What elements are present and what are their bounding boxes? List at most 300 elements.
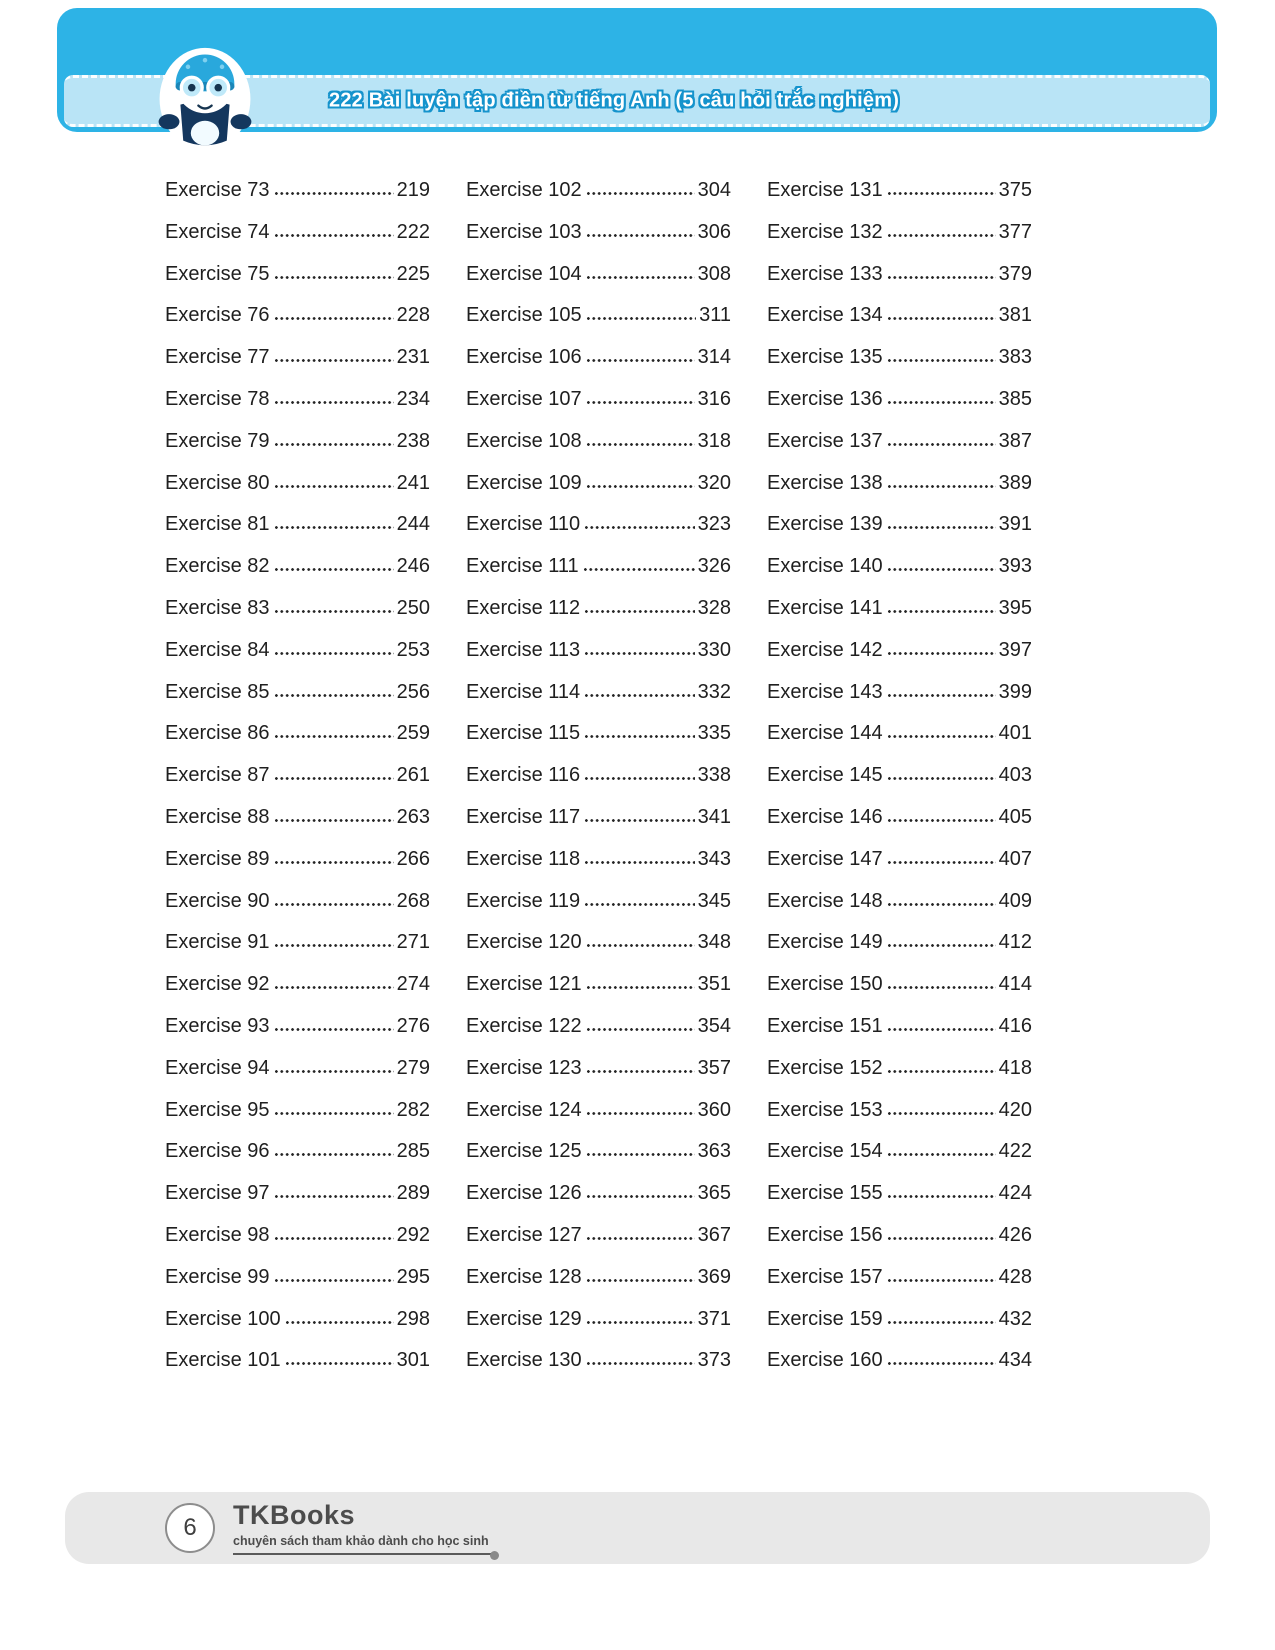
toc-entry-page: 323	[697, 513, 731, 536]
toc-leader-dots	[584, 818, 694, 823]
toc-entry-label: Exercise 131	[767, 179, 883, 201]
toc-entry	[165, 1340, 430, 1382]
toc-entry-page: 282	[396, 1098, 430, 1121]
toc-leader-dots	[887, 316, 996, 321]
toc-entry-label: Exercise 76	[165, 304, 270, 327]
toc-entry	[466, 1173, 731, 1215]
toc-leader-dots	[586, 943, 695, 948]
toc-entry-page: 289	[396, 1182, 430, 1205]
toc-entry-label: Exercise 93	[165, 1014, 270, 1037]
toc-entry	[165, 1257, 430, 1299]
header-banner	[57, 8, 1217, 132]
toc-leader-dots	[887, 275, 996, 280]
toc-entry-page: 389	[998, 471, 1032, 494]
toc-entry	[466, 379, 731, 421]
toc-entry	[165, 337, 430, 379]
toc-leader-dots	[274, 275, 394, 280]
footer	[65, 1492, 1210, 1564]
toc-leader-dots	[274, 400, 394, 405]
toc-entry	[466, 922, 731, 964]
toc-entry-label: Exercise 109	[466, 471, 582, 494]
toc-leader-dots	[274, 484, 394, 489]
toc-leader-dots	[586, 985, 695, 990]
toc-leader-dots	[586, 316, 696, 321]
toc-leader-dots	[586, 1069, 695, 1074]
toc-entry	[466, 1090, 731, 1132]
toc-entry	[466, 630, 731, 672]
toc-entry-label: Exercise 78	[165, 387, 270, 410]
toc-entry-page: 231	[396, 346, 430, 369]
toc-leader-dots	[274, 567, 394, 572]
toc-entry-label: Exercise 154	[767, 1140, 883, 1163]
toc-entry-label: Exercise 118	[466, 847, 581, 870]
toc-entry	[767, 1090, 1032, 1132]
toc-leader-dots	[887, 525, 996, 530]
toc-entry-page: 357	[697, 1056, 731, 1079]
toc-leader-dots	[586, 1152, 695, 1157]
toc-leader-dots	[887, 985, 996, 990]
toc-entry	[767, 1048, 1032, 1090]
toc-leader-dots	[274, 1069, 394, 1074]
toc-entry-page: 416	[998, 1014, 1032, 1037]
toc-entry	[165, 1299, 430, 1341]
toc-entry-label: Exercise 152	[767, 1056, 883, 1079]
toc-entry	[165, 755, 430, 797]
toc-entry	[165, 672, 430, 714]
toc-entry-label: Exercise 96	[165, 1140, 270, 1163]
toc-entry	[165, 546, 430, 588]
toc-entry-page: 222	[396, 220, 430, 243]
toc-leader-dots	[285, 1361, 394, 1366]
toc-entry-page: 276	[396, 1014, 430, 1037]
toc-entry-page: 261	[396, 764, 430, 787]
toc-entry	[466, 1299, 731, 1341]
toc-entry	[165, 1048, 430, 1090]
toc-leader-dots	[586, 400, 695, 405]
toc-entry-label: Exercise 88	[165, 805, 270, 828]
toc-entry-page: 434	[998, 1349, 1032, 1372]
toc-entry	[466, 212, 731, 254]
toc-entry-page: 418	[998, 1056, 1032, 1079]
toc-entry-label: Exercise 132	[767, 220, 883, 243]
toc-leader-dots	[887, 1027, 996, 1032]
toc-entry-page: 219	[396, 179, 430, 201]
toc-entry-label: Exercise 149	[767, 931, 883, 954]
toc-entry-label: Exercise 85	[165, 680, 270, 703]
toc-entry-label: Exercise 75	[165, 262, 270, 285]
toc-entry	[165, 839, 430, 881]
toc-entry	[767, 295, 1032, 337]
toc-entry-page: 250	[396, 596, 430, 619]
publisher-name: TKBooks	[233, 1500, 356, 1530]
toc-entry-page: 266	[396, 847, 430, 870]
toc-entry	[165, 1006, 430, 1048]
toc-entry	[767, 797, 1032, 839]
toc-entry	[165, 212, 430, 254]
toc-entry	[165, 1090, 430, 1132]
toc-entry-page: 401	[998, 722, 1032, 745]
toc-leader-dots	[274, 1194, 394, 1199]
toc-entry	[165, 630, 430, 672]
toc-entry-label: Exercise 136	[767, 387, 883, 410]
toc-leader-dots	[274, 1278, 394, 1283]
toc-entry	[165, 1215, 430, 1257]
toc-entry-label: Exercise 92	[165, 973, 270, 996]
toc-entry-page: 381	[998, 304, 1032, 327]
toc-entry-page: 268	[396, 889, 430, 912]
toc-entry-page: 326	[697, 555, 731, 578]
toc-entry-page: 385	[998, 387, 1032, 410]
toc-leader-dots	[274, 776, 394, 781]
toc-entry	[767, 922, 1032, 964]
toc-leader-dots	[586, 191, 695, 196]
toc-leader-dots	[887, 776, 996, 781]
toc-leader-dots	[274, 818, 394, 823]
toc-leader-dots	[274, 943, 394, 948]
toc-entry	[466, 1131, 731, 1173]
toc-entry	[466, 504, 731, 546]
toc-entry-page: 426	[998, 1223, 1032, 1246]
toc-entry-page: 371	[697, 1307, 731, 1330]
toc-entry-page: 383	[998, 346, 1032, 369]
toc-entry-label: Exercise 84	[165, 638, 270, 661]
toc-entry-label: Exercise 153	[767, 1098, 883, 1121]
toc-entry-label: Exercise 140	[767, 555, 883, 578]
toc-leader-dots	[586, 1361, 695, 1366]
toc-entry	[466, 546, 731, 588]
toc-entry-page: 424	[998, 1182, 1032, 1205]
toc-entry-page: 379	[998, 262, 1032, 285]
toc-leader-dots	[887, 860, 996, 865]
toc-entry	[165, 881, 430, 923]
toc-entry-label: Exercise 148	[767, 889, 883, 912]
toc-entry-page: 279	[396, 1056, 430, 1079]
toc-entry-page: 311	[699, 304, 731, 327]
toc-leader-dots	[887, 233, 996, 238]
toc-entry-page: 328	[697, 596, 731, 619]
toc-leader-dots	[274, 442, 394, 447]
toc-entry	[165, 588, 430, 630]
toc-entry-page: 354	[697, 1014, 731, 1037]
toc-entry-page: 409	[998, 889, 1032, 912]
toc-entry	[466, 1006, 731, 1048]
toc-entry-label: Exercise 111	[466, 555, 579, 578]
toc-entry-label: Exercise 127	[466, 1223, 582, 1246]
toc-leader-dots	[274, 734, 394, 739]
toc-leader-dots	[887, 1320, 996, 1325]
toc-entry	[767, 1173, 1032, 1215]
toc-entry-label: Exercise 95	[165, 1098, 270, 1121]
toc-leader-dots	[586, 1236, 695, 1241]
toc-entry-page: 397	[998, 638, 1032, 661]
toc-entry-label: Exercise 101	[165, 1349, 281, 1372]
toc-entry-label: Exercise 151	[767, 1014, 883, 1037]
toc-leader-dots	[584, 525, 694, 530]
toc-leader-dots	[584, 734, 694, 739]
toc-entry-page: 377	[998, 220, 1032, 243]
toc-entry-page: 365	[697, 1182, 731, 1205]
toc-leader-dots	[586, 233, 695, 238]
toc-entry-page: 407	[998, 847, 1032, 870]
toc-entry-label: Exercise 157	[767, 1265, 883, 1288]
toc-entry	[165, 713, 430, 755]
toc-entry-page: 428	[998, 1265, 1032, 1288]
toc-entry-page: 345	[697, 889, 731, 912]
toc-entry-label: Exercise 112	[466, 596, 581, 619]
toc-entry	[767, 463, 1032, 505]
toc-entry-label: Exercise 134	[767, 304, 883, 327]
toc-entry	[466, 463, 731, 505]
toc-entry-label: Exercise 106	[466, 346, 582, 369]
toc-entry-label: Exercise 150	[767, 973, 883, 996]
toc-leader-dots	[274, 651, 394, 656]
toc-leader-dots	[887, 1152, 996, 1157]
toc-entry-page: 304	[697, 179, 731, 201]
toc-entry-label: Exercise 99	[165, 1265, 270, 1288]
toc-entry-page: 414	[998, 973, 1032, 996]
toc-entry	[466, 881, 731, 923]
toc-leader-dots	[887, 1069, 996, 1074]
toc-leader-dots	[584, 776, 694, 781]
toc-entry-page: 308	[697, 262, 731, 285]
toc-entry-page: 363	[697, 1140, 731, 1163]
toc-entry-label: Exercise 79	[165, 429, 270, 452]
toc-entry-label: Exercise 103	[466, 220, 582, 243]
toc-leader-dots	[887, 191, 996, 196]
toc-entry	[767, 504, 1032, 546]
toc-entry	[165, 797, 430, 839]
toc-column	[466, 170, 731, 1382]
toc-entry	[767, 588, 1032, 630]
toc-entry-label: Exercise 82	[165, 555, 270, 578]
toc-entry	[466, 755, 731, 797]
toc-entry-label: Exercise 87	[165, 764, 270, 787]
publisher-tagline-underline	[233, 1532, 495, 1555]
toc-entry-page: 244	[396, 513, 430, 536]
toc-entry	[165, 1131, 430, 1173]
toc-entry	[165, 1173, 430, 1215]
toc-leader-dots	[274, 985, 394, 990]
toc-entry	[767, 1215, 1032, 1257]
toc-leader-dots	[887, 567, 996, 572]
toc-leader-dots	[274, 525, 394, 530]
toc-entry-page: 341	[697, 805, 731, 828]
toc-leader-dots	[887, 400, 996, 405]
toc-entry	[165, 421, 430, 463]
toc-entry	[767, 1299, 1032, 1341]
toc-entry-page: 314	[697, 346, 731, 369]
toc-entry-page: 238	[396, 429, 430, 452]
toc-leader-dots	[586, 1194, 695, 1199]
toc-entry	[466, 295, 731, 337]
toc-entry-label: Exercise 142	[767, 638, 883, 661]
toc-entry-label: Exercise 81	[165, 513, 270, 536]
toc-leader-dots	[586, 1027, 695, 1032]
toc-leader-dots	[584, 609, 694, 614]
toc-entry-label: Exercise 160	[767, 1349, 883, 1372]
toc-entry-label: Exercise 139	[767, 513, 883, 536]
toc-entry	[466, 1215, 731, 1257]
toc-entry-label: Exercise 113	[466, 638, 581, 661]
toc-entry-page: 412	[998, 931, 1032, 954]
toc-entry-page: 393	[998, 555, 1032, 578]
toc-entry-label: Exercise 119	[466, 889, 581, 912]
toc-entry-page: 351	[697, 973, 731, 996]
toc-entry	[466, 713, 731, 755]
toc-leader-dots	[584, 651, 694, 656]
toc-entry-label: Exercise 94	[165, 1056, 270, 1079]
toc-entry	[466, 797, 731, 839]
tkbooks-mascot-icon	[157, 46, 253, 152]
toc-leader-dots	[887, 1236, 996, 1241]
toc-leader-dots	[274, 1152, 394, 1157]
toc-entry	[767, 1257, 1032, 1299]
toc-entry-page: 228	[396, 304, 430, 327]
publisher-block	[233, 1501, 495, 1555]
toc-entry-label: Exercise 97	[165, 1182, 270, 1205]
toc-entry-page: 360	[697, 1098, 731, 1121]
toc-entry	[466, 839, 731, 881]
toc-leader-dots	[887, 1361, 996, 1366]
toc-entry	[767, 337, 1032, 379]
toc-entry-page: 263	[396, 805, 430, 828]
toc-entry-label: Exercise 117	[466, 805, 581, 828]
toc-entry-label: Exercise 107	[466, 387, 582, 410]
toc-entry	[466, 1340, 731, 1382]
toc-entry-label: Exercise 86	[165, 722, 270, 745]
toc-entry-label: Exercise 129	[466, 1307, 582, 1330]
toc-entry-page: 298	[396, 1307, 430, 1330]
toc-entry-page: 253	[396, 638, 430, 661]
toc-entry-label: Exercise 143	[767, 680, 883, 703]
toc-leader-dots	[887, 609, 996, 614]
toc-entry-label: Exercise 124	[466, 1098, 582, 1121]
toc-entry-page: 369	[697, 1265, 731, 1288]
toc-entry-label: Exercise 102	[466, 179, 582, 201]
toc-entry-page: 432	[998, 1307, 1032, 1330]
toc-leader-dots	[584, 860, 694, 865]
toc-entry-label: Exercise 91	[165, 931, 270, 954]
toc-entry-page: 391	[998, 513, 1032, 536]
toc-entry-label: Exercise 90	[165, 889, 270, 912]
page-number: 6	[183, 1514, 197, 1541]
toc-entry-label: Exercise 89	[165, 847, 270, 870]
toc-entry-label: Exercise 156	[767, 1223, 883, 1246]
toc-entry	[767, 421, 1032, 463]
toc-entry-label: Exercise 110	[466, 513, 581, 536]
toc-entry-page: 375	[998, 179, 1032, 201]
toc-entry-label: Exercise 120	[466, 931, 582, 954]
toc-leader-dots	[887, 693, 996, 698]
toc-entry-page: 332	[697, 680, 731, 703]
toc-entry	[767, 964, 1032, 1006]
toc-entry-label: Exercise 77	[165, 346, 270, 369]
toc-leader-dots	[584, 902, 694, 907]
toc-entry-page: 256	[396, 680, 430, 703]
toc-entry	[466, 337, 731, 379]
toc-entry-page: 387	[998, 429, 1032, 452]
toc-leader-dots	[887, 442, 996, 447]
toc-entry-page: 316	[697, 387, 731, 410]
toc-entry-label: Exercise 104	[466, 262, 582, 285]
toc-entry	[767, 713, 1032, 755]
toc-entry-label: Exercise 108	[466, 429, 582, 452]
toc-leader-dots	[274, 1236, 394, 1241]
toc-entry	[767, 755, 1032, 797]
toc-entry	[767, 254, 1032, 296]
toc-entry-label: Exercise 100	[165, 1307, 281, 1330]
page-number-badge	[165, 1503, 215, 1553]
toc-entry-page: 225	[396, 262, 430, 285]
toc-leader-dots	[274, 191, 394, 196]
toc-leader-dots	[586, 1111, 695, 1116]
toc-entry	[165, 463, 430, 505]
toc-entry-label: Exercise 80	[165, 471, 270, 494]
toc-leader-dots	[285, 1320, 394, 1325]
toc-entry-label: Exercise 73	[165, 179, 270, 201]
toc-leader-dots	[586, 1320, 695, 1325]
toc-entry-page: 335	[697, 722, 731, 745]
toc-entry-label: Exercise 116	[466, 764, 581, 787]
toc-entry	[767, 379, 1032, 421]
toc-entry-page: 259	[396, 722, 430, 745]
toc-leader-dots	[887, 484, 996, 489]
toc-entry	[466, 1048, 731, 1090]
toc-entry-label: Exercise 122	[466, 1014, 582, 1037]
toc-entry-label: Exercise 135	[767, 346, 883, 369]
toc-leader-dots	[274, 902, 394, 907]
toc-entry-page: 301	[396, 1349, 430, 1372]
toc-entry-page: 403	[998, 764, 1032, 787]
toc-entry	[165, 504, 430, 546]
toc-entry	[466, 421, 731, 463]
toc-entry-page: 292	[396, 1223, 430, 1246]
book-title: 222 Bài luyện tập điền từ tiếng Anh (5 câu hỏi trắc nghiệm)	[329, 89, 900, 112]
toc-entry	[767, 630, 1032, 672]
toc-entry-label: Exercise 115	[466, 722, 581, 745]
toc-entry-page: 422	[998, 1140, 1032, 1163]
toc-entry	[767, 1340, 1032, 1382]
toc-leader-dots	[274, 693, 394, 698]
toc-leader-dots	[887, 818, 996, 823]
toc-entry-page: 274	[396, 973, 430, 996]
toc-entry-page: 367	[697, 1223, 731, 1246]
toc-leader-dots	[274, 358, 394, 363]
toc-entry-page: 320	[697, 471, 731, 494]
toc-entry-label: Exercise 146	[767, 805, 883, 828]
toc-leader-dots	[586, 275, 695, 280]
toc-entry-label: Exercise 126	[466, 1182, 582, 1205]
toc-entry	[466, 672, 731, 714]
toc-entry-page: 330	[697, 638, 731, 661]
toc-leader-dots	[274, 1027, 394, 1032]
toc-entry	[767, 170, 1032, 212]
toc-entry-page: 373	[697, 1349, 731, 1372]
toc-leader-dots	[887, 1194, 996, 1199]
toc-entry	[165, 295, 430, 337]
toc-entry	[767, 1006, 1032, 1048]
toc-entry-page: 399	[998, 680, 1032, 703]
toc-column	[767, 170, 1032, 1382]
toc-entry-page: 420	[998, 1098, 1032, 1121]
toc-entry-label: Exercise 114	[466, 680, 581, 703]
toc-leader-dots	[887, 358, 996, 363]
toc-leader-dots	[887, 1111, 996, 1116]
toc-entry-page: 348	[697, 931, 731, 954]
toc-entry	[767, 1131, 1032, 1173]
toc-entry-page: 246	[396, 555, 430, 578]
toc-entry-page: 343	[697, 847, 731, 870]
